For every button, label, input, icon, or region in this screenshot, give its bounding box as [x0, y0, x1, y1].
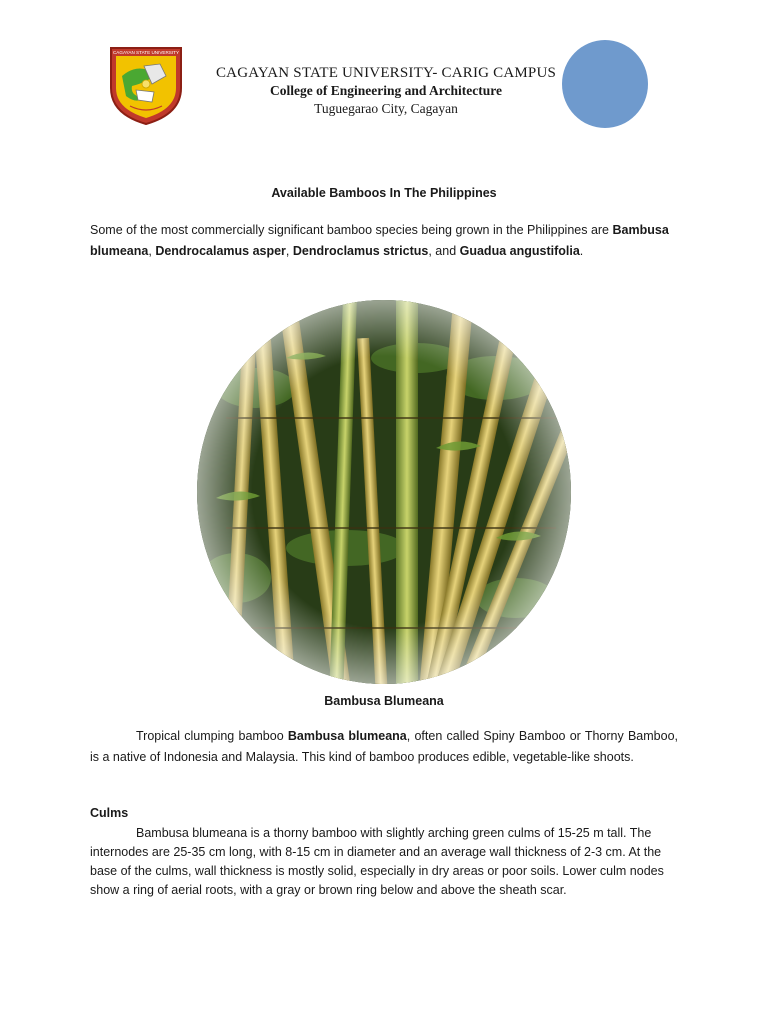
species-dendroclamus-strictus: Dendroclamus strictus: [292, 244, 429, 258]
bamboo-photo: [196, 298, 572, 686]
culms-heading: Culms: [90, 806, 129, 820]
culms-paragraph: Bambusa blumeana is a thorny bamboo with slightly arching green culms of 15-25 m tall. The internodes are 25-35 cm long, with 8-15 cm in diameter and an average wall thickness of 2-3 cm. At the base of the culms, wall thickness is mostly solid, especially in dry areas or poor soils. Lower culm nodes show a ring of aerial roots, with a gray or brown ring below and above the sheath scar.: [90, 826, 664, 897]
university-name: CAGAYAN STATE UNIVERSITY- CARIG CAMPUS: [215, 65, 557, 81]
document-title: Available Bamboos In The Philippines: [271, 186, 497, 200]
species-dendrocalamus-asper: Dendrocalamus asper: [155, 244, 286, 258]
description-species-name: Bambusa blumeana: [287, 729, 407, 743]
intro-separator: ,: [285, 244, 293, 258]
description-rest: , often called Spiny Bamboo or Thorny Bamboo, is a native of Indonesia and Malaysia. This kind of bamboo produces edible, vegetable-like shoots.: [90, 729, 678, 764]
decorative-blue-circle: [562, 40, 648, 128]
intro-lead: Some of the most commercially significant bamboo species being grown in the Philippines are: [90, 223, 613, 237]
intro-separator: ,: [148, 244, 156, 258]
description-paragraph: [90, 726, 678, 768]
campus-city: Tuguegarao City, Cagayan: [314, 101, 458, 116]
intro-end: .: [579, 244, 584, 258]
species-guadua-angustifolia: Guadua angustifolia: [459, 244, 580, 258]
species-bambusa-blumeana: Bambusa blumeana: [90, 223, 669, 258]
university-logo: [108, 44, 184, 126]
image-caption: Bambusa Blumeana: [324, 694, 444, 708]
intro-paragraph: [90, 220, 690, 262]
intro-separator: , and: [428, 244, 460, 258]
college-name: College of Engineering and Architecture: [270, 83, 502, 98]
letterhead: [196, 64, 576, 118]
logo-text: CAGAYAN STATE UNIVERSITY: [112, 50, 180, 55]
description-lead: Tropical clumping bamboo: [136, 729, 288, 743]
